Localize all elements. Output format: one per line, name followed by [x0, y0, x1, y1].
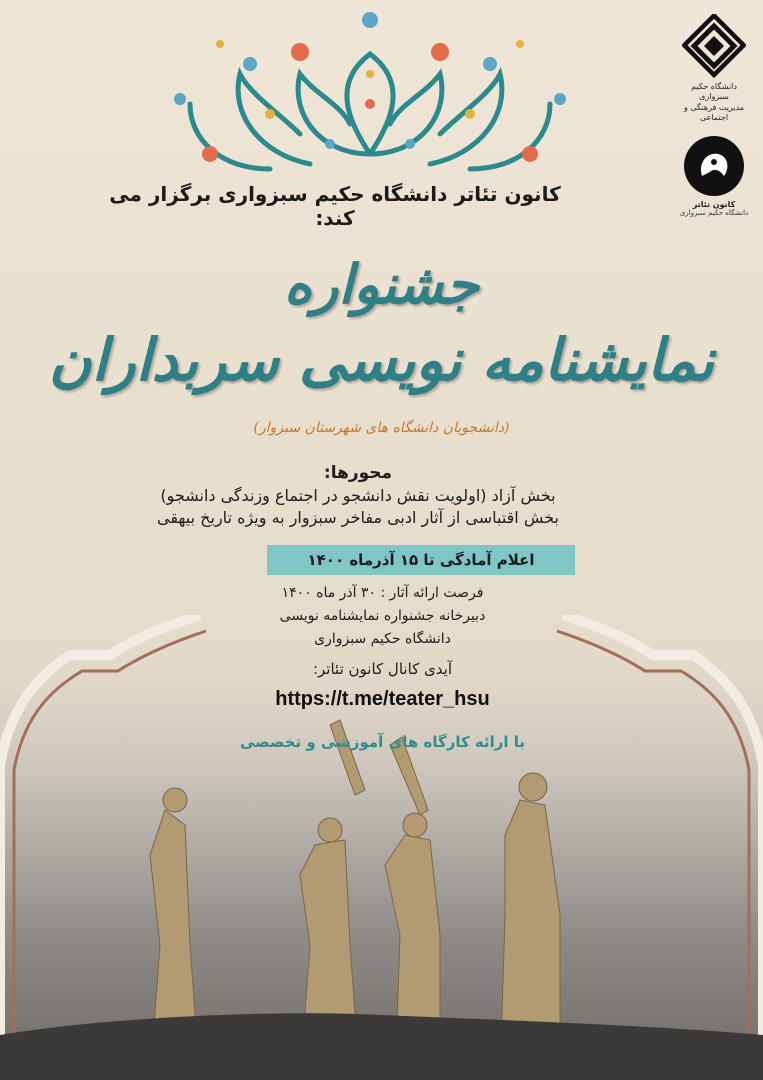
channel-url-link[interactable]: https://t.me/teater_hsu	[275, 688, 490, 710]
festival-title-line2: نمایشنامه نویسی سربداران	[48, 326, 715, 394]
submission-deadline: فرصت ارائه آثار : ۳۰ آذر ماه ۱۴۰۰	[281, 585, 484, 601]
headline: کانون تئاتر دانشگاه حکیم سبزواری برگزار می کند:	[109, 182, 561, 230]
statue-scene-image	[0, 615, 763, 1080]
university-name: دانشگاه حکیم سبزواری	[314, 631, 451, 648]
channel-label: آیدی کانال کانون تئاتر:	[312, 660, 453, 678]
festival-subtitle: (دانشجویان دانشگاه های شهرستان سبزوار)	[253, 420, 510, 436]
secretariat: دبیرخانه جشنواره نمایشنامه نویسی	[279, 608, 486, 625]
festival-title-line1: جشنواره	[283, 252, 480, 316]
university-logo-text-2: مدیریت فرهنگی و اجتماعی	[683, 102, 745, 123]
theatre-logo-title: کانون تئاتر	[692, 199, 736, 209]
logos-area	[675, 14, 753, 217]
axes-section	[120, 462, 596, 528]
university-logo-icon	[682, 14, 746, 78]
axes-item-1: بخش آزاد (اولویت نقش دانشجو در اجتماع وزندگی دانشجو)	[160, 485, 556, 505]
theatre-logo-icon	[684, 136, 744, 196]
theatre-logo-subtitle: دانشگاه حکیم سبزواری	[679, 208, 749, 217]
floral-ornament	[150, 4, 590, 184]
workshop-note: با ارائه کارگاه های آموزشی و تخصصی	[239, 733, 526, 751]
axes-heading: محورها:	[323, 463, 393, 483]
university-logo-text-1: دانشگاه حکیم سبزواری	[691, 82, 737, 102]
registration-banner: اعلام آمادگی تا ۱۵ آذرماه ۱۴۰۰	[267, 545, 575, 575]
info-section	[180, 582, 585, 651]
axes-item-2: بخش اقتباسی از آثار ادبی مفاخر سبزوار به ویژه تاریخ بیهقی	[157, 507, 559, 527]
